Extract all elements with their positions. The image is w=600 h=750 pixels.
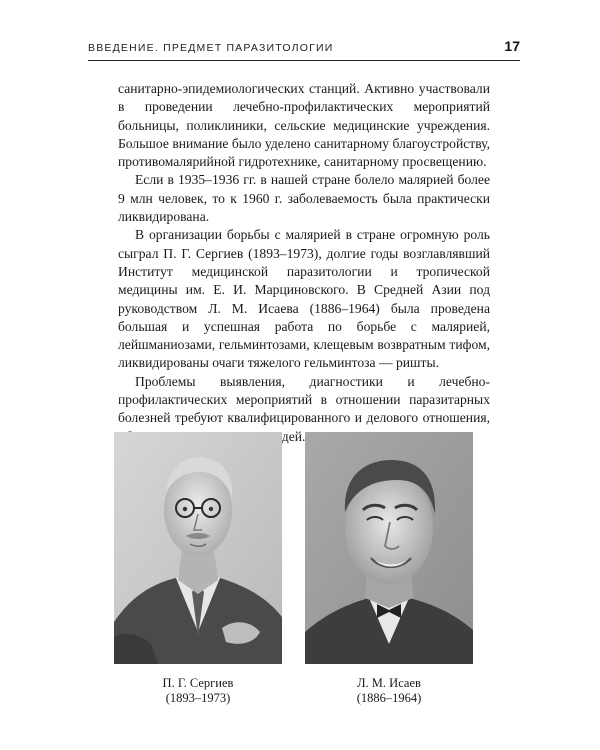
- header-rule: [88, 60, 520, 61]
- caption-years: (1886–1964): [356, 691, 422, 705]
- caption-name: П. Г. Сергиев: [162, 676, 234, 690]
- paragraph-1: санитарно-эпидемиологических станций. Активно участвовали в проведении лечебно-профилактических мероприятий больницы, поликлиники, сельские медицинские учреждения. Большое внимание было уделено санитарному благоустройству, противомалярийной гидротехнике, санитарному просвещению.: [118, 81, 490, 170]
- paragraph-2: Если в 1935–1936 гг. в нашей стране болело малярией более 9 млн человек, то к 1960 г. заболеваемость была практически ликвидирована.: [118, 172, 490, 225]
- running-head: [88, 38, 520, 54]
- caption-isaev: [305, 676, 473, 706]
- portrait-photo-isaev: [305, 432, 473, 664]
- body-text: [118, 80, 490, 446]
- caption-sergiev: [114, 676, 282, 706]
- page-number: 17: [504, 38, 520, 54]
- portrait-photo-sergiev: [114, 432, 282, 664]
- caption-years: (1893–1973): [165, 691, 231, 705]
- paragraph-4: Проблемы выявления, диагностики и лечебно-профилактических мероприятий в отношении паразитарных болезней требуют квалифицированного и делового отношения, людей.: [118, 373, 490, 444]
- caption-name: Л. М. Исаев: [357, 676, 421, 690]
- paragraph-3: В организации борьбы с малярией в стране огромную роль сыграл П. Г. Сергиев (1893–1973), долгие годы возглавлявший Институт медицинской паразитологии и тропической медицины им. Е. И. Марциновского. В Средней Азии под руководством Л. М. Исаева (1886–1964) была проведена большая и успешная работа по борьбе с малярией, лейшманиозами, гельминтозами, клещевым возвратным тифом, ликвидированы очаги тяжелого гельминтоза — ришты.: [118, 227, 490, 371]
- running-title: ВВЕДЕНИЕ. ПРЕДМЕТ ПАРАЗИТОЛОГИИ: [88, 42, 334, 54]
